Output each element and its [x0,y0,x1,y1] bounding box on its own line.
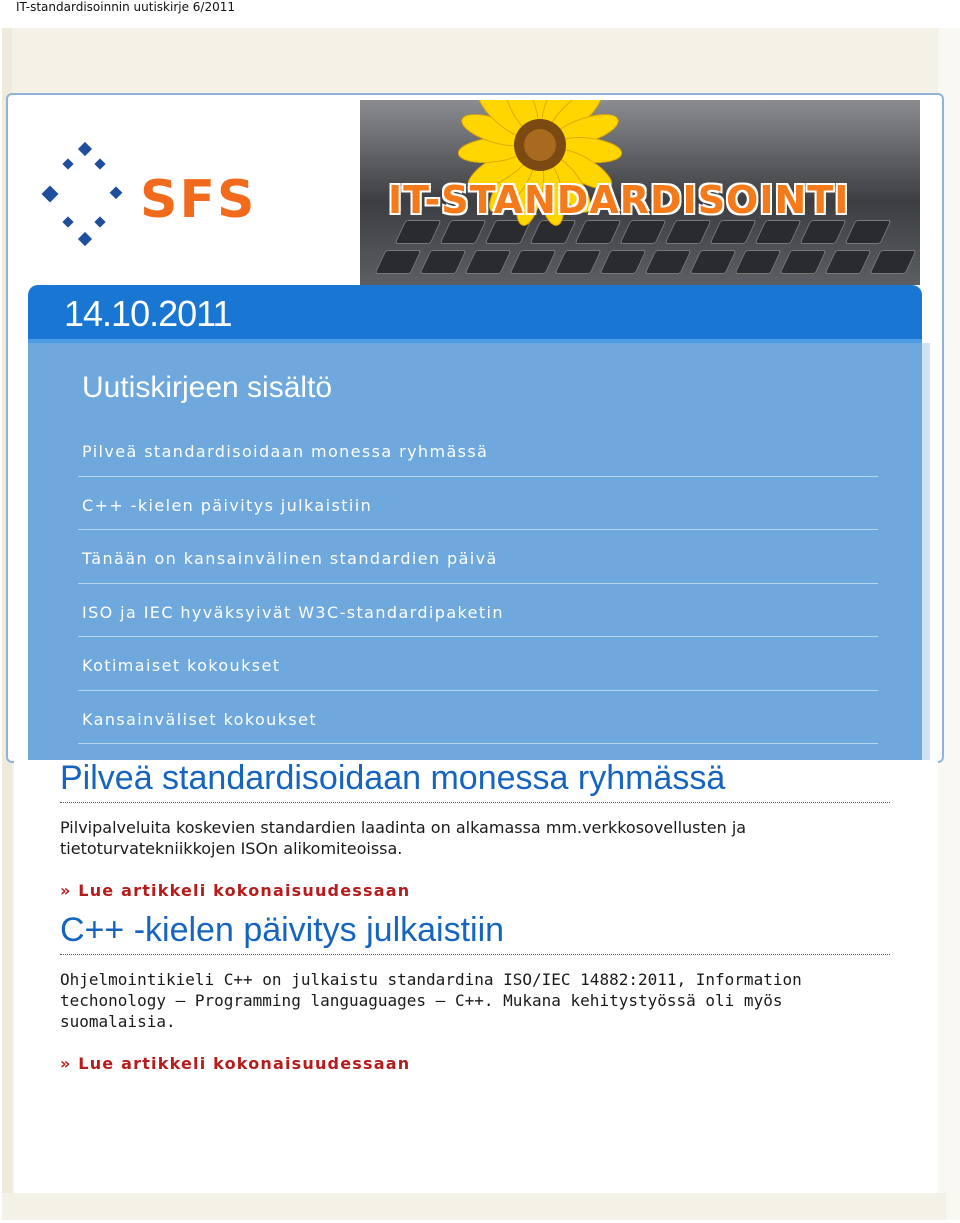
toc-link[interactable]: Kansainväliset kokoukset [78,691,878,745]
keyboard-key [779,250,826,274]
heading-divider [60,802,890,803]
frame-bottom-edge [2,1193,946,1220]
keyboard-key [844,220,891,244]
sfs-logo-text: SFS [140,170,257,230]
article-heading: Pilveä standardisoidaan monessa ryhmässä [60,759,726,797]
toc-link[interactable]: Pilveä standardisoidaan monessa ryhmässä [78,423,878,477]
toc-title: Uutiskirjeen sisältö [82,371,333,404]
keyboard-key [869,250,916,274]
flower-image [420,100,660,245]
keyboard-key [554,250,601,274]
banner-title: IT-STANDARDISOINTI [388,178,850,222]
toc-link[interactable]: C++ -kielen päivitys julkaistiin [78,477,878,531]
keyboard-key [644,250,691,274]
keyboard-key [509,250,556,274]
toc-link[interactable]: Kotimaiset kokoukset [78,637,878,691]
toc-list [78,423,878,744]
sfs-logo-mark [40,140,130,250]
banner [30,100,920,285]
keyboard-key [709,220,756,244]
read-more-link[interactable]: » Lue artikkeli kokonaisuudessaan [60,881,411,900]
read-more-link[interactable]: » Lue artikkeli kokonaisuudessaan [60,1054,411,1073]
keyboard-key [799,220,846,244]
date-bar [28,285,922,343]
keyboard-key [734,250,781,274]
keyboard-key [824,250,871,274]
keyboard-key [664,220,711,244]
toc-link[interactable]: Tänään on kansainvälinen standardien päivä [78,530,878,584]
heading-divider [60,954,890,955]
article-heading: C++ -kielen päivitys julkaistiin [60,911,505,949]
article-body: Pilvipalveluita koskevien standardien laadinta on alkamassa mm.verkkosovellusten ja tietoturvatekniikkojen ISOn alikomiteoissa. [60,818,747,858]
article-cloud [60,758,890,901]
keyboard-key [754,220,801,244]
keyboard-key [599,250,646,274]
issue-date: 14.10.2011 [64,293,232,334]
toc-link[interactable]: ISO ja IEC hyväksyivät W3C-standardipaketin [78,584,878,638]
document-header: IT-standardisoinnin uutiskirje 6/2011 [16,0,236,14]
article-cpp [60,910,890,1074]
article-body: Ohjelmointikieli C++ on julkaistu standardina ISO/IEC 14882:2011, Information techonology – Programming languaguages – C++. Mukana kehitystyössä oli myös suomalaisia. [60,970,802,1031]
keyboard-key [464,250,511,274]
keyboard-key [374,250,421,274]
keyboard-key [689,250,736,274]
toc-edge [922,343,930,760]
table-of-contents [28,343,922,760]
keyboard-key [419,250,466,274]
